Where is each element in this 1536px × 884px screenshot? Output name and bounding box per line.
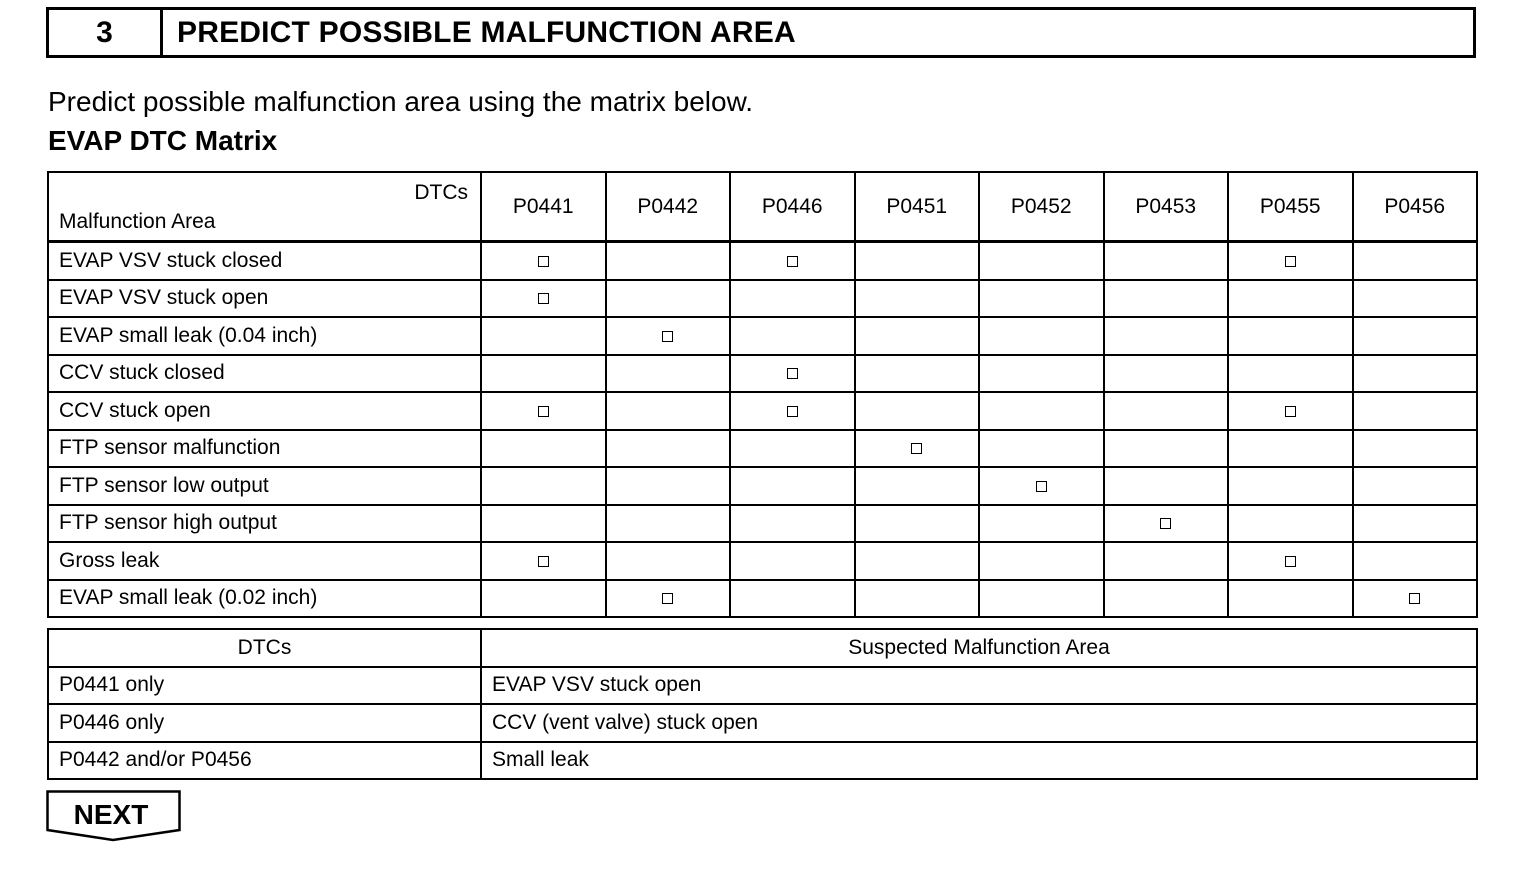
matrix-cell: [855, 542, 980, 580]
matrix-cell: [979, 580, 1104, 618]
suspect-area-cell: CCV (vent valve) stuck open: [481, 704, 1477, 742]
dtc-column-header: P0452: [979, 172, 1104, 242]
matrix-cell: [1104, 580, 1229, 618]
matrix-cell: [979, 280, 1104, 318]
matrix-cell: [855, 280, 980, 318]
check-box-icon: [538, 256, 549, 267]
matrix-cell: [979, 392, 1104, 430]
matrix-cell: [1104, 355, 1229, 393]
matrix-cell: [606, 505, 731, 543]
step-header: [46, 7, 1476, 58]
dtc-column-header: P0441: [481, 172, 606, 242]
check-box-icon: [787, 406, 798, 417]
matrix-cell: [1228, 242, 1353, 280]
malfunction-area-label: CCV stuck closed: [48, 355, 481, 393]
matrix-row: [48, 467, 1477, 505]
dtc-column-header: P0453: [1104, 172, 1229, 242]
suspect-area-cell: EVAP VSV stuck open: [481, 667, 1477, 705]
suspected-area-table: [47, 628, 1478, 780]
matrix-cell: [730, 542, 855, 580]
matrix-cell: [855, 392, 980, 430]
matrix-cell: [730, 430, 855, 468]
matrix-cell: [606, 430, 731, 468]
dtc-column-header: P0446: [730, 172, 855, 242]
corner-dtcs-label: DTCs: [414, 181, 468, 204]
matrix-row: [48, 392, 1477, 430]
malfunction-area-label: EVAP VSV stuck open: [48, 280, 481, 318]
matrix-cell: [1104, 430, 1229, 468]
matrix-cell: [606, 317, 731, 355]
matrix-cell: [1353, 467, 1478, 505]
matrix-cell: [606, 542, 731, 580]
matrix-cell: [1353, 280, 1478, 318]
matrix-cell: [855, 467, 980, 505]
matrix-cell: [1353, 242, 1478, 280]
matrix-cell: [1228, 505, 1353, 543]
matrix-cell: [730, 280, 855, 318]
intro-text: Predict possible malfunction area using the matrix below.: [48, 86, 754, 117]
matrix-row: [48, 280, 1477, 318]
matrix-cell: [979, 467, 1104, 505]
check-box-icon: [1285, 556, 1296, 567]
matrix-cell: [730, 505, 855, 543]
matrix-cell: [855, 242, 980, 280]
matrix-cell: [1353, 505, 1478, 543]
check-box-icon: [1036, 481, 1047, 492]
evap-dtc-matrix: [47, 171, 1478, 618]
matrix-cell: [1228, 280, 1353, 318]
matrix-corner-header: [48, 172, 481, 242]
matrix-cell: [1353, 317, 1478, 355]
matrix-cell: [1353, 392, 1478, 430]
check-box-icon: [538, 556, 549, 567]
next-button[interactable]: [46, 790, 180, 840]
matrix-row: [48, 580, 1477, 618]
matrix-cell: [1228, 355, 1353, 393]
matrix-cell: [855, 317, 980, 355]
check-box-icon: [538, 293, 549, 304]
matrix-cell: [730, 317, 855, 355]
matrix-cell: [1104, 317, 1229, 355]
matrix-cell: [1353, 430, 1478, 468]
matrix-cell: [1228, 467, 1353, 505]
malfunction-area-label: CCV stuck open: [48, 392, 481, 430]
matrix-cell: [606, 392, 731, 430]
matrix-cell: [979, 430, 1104, 468]
check-box-icon: [538, 406, 549, 417]
check-box-icon: [1160, 518, 1171, 529]
matrix-row: [48, 505, 1477, 543]
matrix-cell: [1353, 355, 1478, 393]
next-label: NEXT: [73, 799, 149, 830]
matrix-row: [48, 317, 1477, 355]
matrix-cell: [1104, 280, 1229, 318]
check-box-icon: [1285, 406, 1296, 417]
dtc-column-header: P0442: [606, 172, 731, 242]
matrix-row: [48, 430, 1477, 468]
matrix-cell: [730, 392, 855, 430]
matrix-cell: [606, 242, 731, 280]
matrix-cell: [730, 467, 855, 505]
malfunction-area-label: EVAP small leak (0.02 inch): [48, 580, 481, 618]
check-box-icon: [662, 331, 673, 342]
check-box-icon: [787, 256, 798, 267]
malfunction-area-label: EVAP VSV stuck closed: [48, 242, 481, 280]
suspect-row: [48, 742, 1477, 780]
matrix-cell: [1228, 580, 1353, 618]
matrix-cell: [1104, 242, 1229, 280]
matrix-cell: [855, 505, 980, 543]
matrix-cell: [606, 355, 731, 393]
matrix-cell: [1228, 542, 1353, 580]
check-box-icon: [662, 593, 673, 604]
matrix-cell: [979, 317, 1104, 355]
suspect-header-area: Suspected Malfunction Area: [481, 629, 1477, 667]
matrix-cell: [481, 430, 606, 468]
malfunction-area-label: FTP sensor high output: [48, 505, 481, 543]
check-box-icon: [1285, 256, 1296, 267]
dtc-column-header: P0456: [1353, 172, 1478, 242]
suspect-dtc-cell: P0441 only: [48, 667, 481, 705]
matrix-cell: [979, 242, 1104, 280]
malfunction-area-label: FTP sensor low output: [48, 467, 481, 505]
matrix-row: [48, 242, 1477, 280]
matrix-cell: [855, 430, 980, 468]
suspect-header-dtcs: DTCs: [48, 629, 481, 667]
matrix-cell: [730, 580, 855, 618]
suspect-row: [48, 704, 1477, 742]
check-box-icon: [787, 368, 798, 379]
matrix-cell: [481, 505, 606, 543]
matrix-cell: [1228, 317, 1353, 355]
matrix-cell: [979, 542, 1104, 580]
matrix-cell: [1228, 430, 1353, 468]
matrix-cell: [481, 280, 606, 318]
matrix-cell: [979, 505, 1104, 543]
matrix-cell: [481, 467, 606, 505]
corner-area-label: Malfunction Area: [59, 210, 216, 233]
matrix-cell: [481, 242, 606, 280]
matrix-cell: [855, 355, 980, 393]
suspect-area-cell: Small leak: [481, 742, 1477, 780]
matrix-cell: [979, 355, 1104, 393]
check-box-icon: [911, 443, 922, 454]
matrix-cell: [1104, 542, 1229, 580]
dtc-column-header: P0451: [855, 172, 980, 242]
suspect-row: [48, 667, 1477, 705]
suspect-dtc-cell: P0442 and/or P0456: [48, 742, 481, 780]
matrix-cell: [481, 580, 606, 618]
matrix-title: EVAP DTC Matrix: [48, 125, 278, 156]
malfunction-area-label: EVAP small leak (0.04 inch): [48, 317, 481, 355]
step-title: PREDICT POSSIBLE MALFUNCTION AREA: [177, 15, 796, 49]
dtc-column-header: P0455: [1228, 172, 1353, 242]
matrix-cell: [1104, 505, 1229, 543]
matrix-cell: [730, 242, 855, 280]
matrix-cell: [1228, 392, 1353, 430]
matrix-cell: [606, 580, 731, 618]
matrix-cell: [1353, 542, 1478, 580]
malfunction-area-label: FTP sensor malfunction: [48, 430, 481, 468]
matrix-cell: [606, 280, 731, 318]
matrix-cell: [606, 467, 731, 505]
matrix-cell: [481, 392, 606, 430]
matrix-row: [48, 355, 1477, 393]
malfunction-area-label: Gross leak: [48, 542, 481, 580]
matrix-cell: [1104, 392, 1229, 430]
matrix-cell: [481, 542, 606, 580]
step-number: 3: [49, 10, 163, 55]
matrix-cell: [1353, 580, 1478, 618]
matrix-cell: [730, 355, 855, 393]
matrix-cell: [481, 317, 606, 355]
matrix-cell: [481, 355, 606, 393]
matrix-cell: [1104, 467, 1229, 505]
suspect-dtc-cell: P0446 only: [48, 704, 481, 742]
matrix-row: [48, 542, 1477, 580]
matrix-cell: [855, 580, 980, 618]
check-box-icon: [1409, 593, 1420, 604]
